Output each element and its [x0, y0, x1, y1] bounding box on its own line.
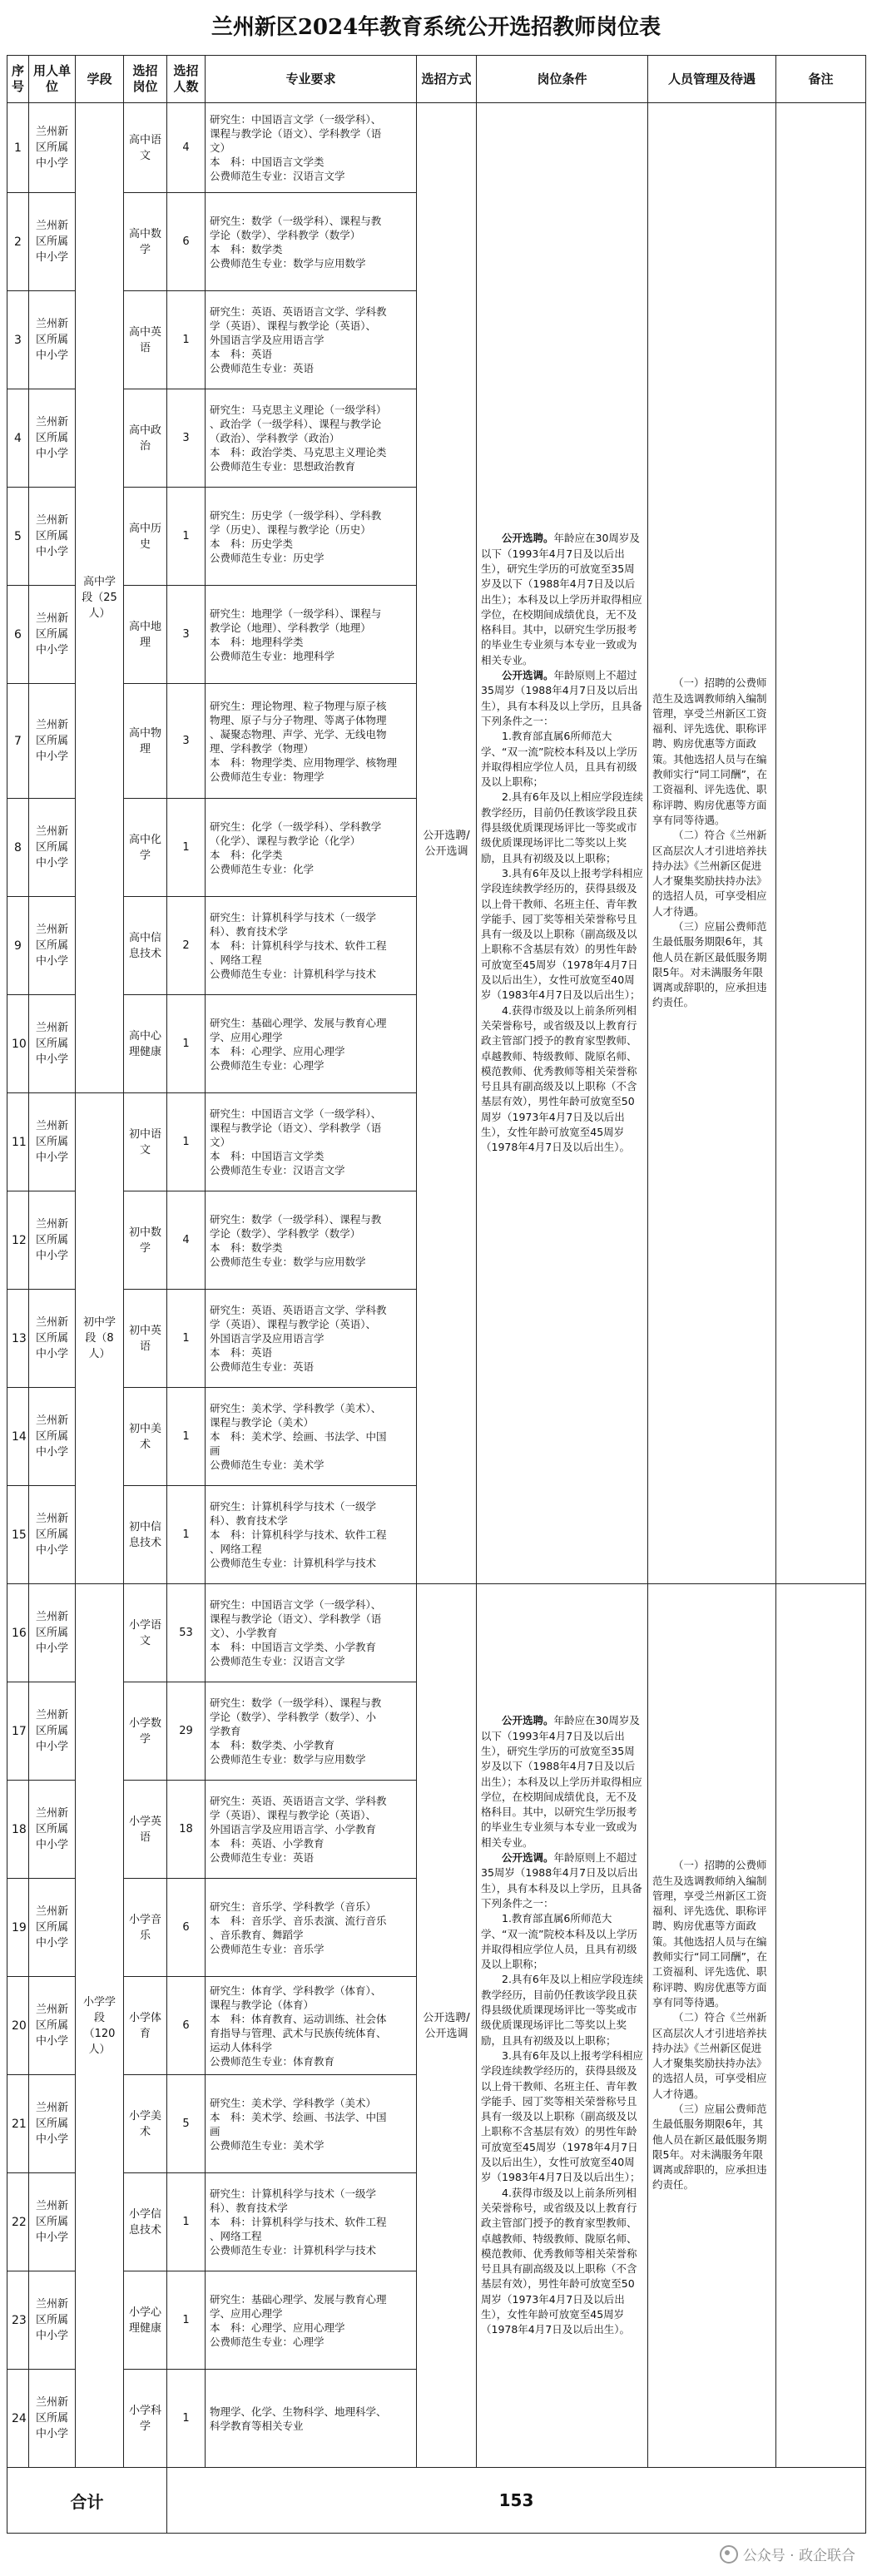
post-name: 高中化学 [124, 799, 167, 897]
major-line: 本 科：音乐学、音乐表演、流行音乐 [210, 1914, 387, 1927]
major-line: 学（英语）、课程与教学论（英语）、 [210, 1318, 377, 1330]
major-line: 学论（数学）、学科教学（数学） [210, 228, 361, 241]
post-count: 1 [167, 291, 206, 389]
major-line: （化学）、课程与教学论（化学） [210, 834, 361, 847]
post-name: 高中地理 [124, 586, 167, 684]
employer-unit: 兰州新区所属中小学 [29, 291, 76, 389]
segment-primary: 小学学段（120人） [76, 1584, 124, 2468]
post-name: 小学美术 [124, 2075, 167, 2173]
major-line: 学、应用心理学 [210, 2306, 283, 2320]
cond-item: 1.教育部直属6所师范大学、“双一流”院校本科及以上学历并取得相应学位人员，且具有初级及以上职称； [481, 730, 637, 789]
row-number: 4 [7, 389, 29, 488]
major-line: 公费师范生专业：数学与应用数学 [210, 1255, 366, 1268]
cond-select-title: 公开选聘。 [502, 532, 554, 545]
employer-unit: 兰州新区所属中小学 [29, 2370, 76, 2468]
major-line: 研究生：美术学、学科教学（美术） [210, 2096, 377, 2109]
cond-para-select [481, 531, 643, 668]
employer-unit: 兰州新区所属中小学 [29, 1584, 76, 1682]
cond-para-transfer [481, 1850, 643, 1911]
major-line: 外国语言学及应用语言学 [210, 334, 325, 346]
major-line: 运动人体科学 [210, 2040, 273, 2053]
employer-unit: 兰州新区所属中小学 [29, 2075, 76, 2173]
major-line: 学、应用心理学 [210, 1030, 283, 1043]
post-name: 高中心理健康 [124, 995, 167, 1093]
post-name: 小学科学 [124, 2370, 167, 2468]
major-line: 课程与教学论（体育） [210, 1998, 315, 2011]
major-line: 公费师范生专业：心理学 [210, 2335, 325, 2348]
employer-unit: 兰州新区所属中小学 [29, 488, 76, 586]
major-line: 研究生：基础心理学、发展与教育心理 [210, 2292, 387, 2306]
cond-transfer-title: 公开选调。 [502, 669, 554, 682]
major-line: 画 [210, 2124, 220, 2138]
post-count: 1 [167, 799, 206, 897]
employer-unit: 兰州新区所属中小学 [29, 2173, 76, 2271]
major-line: 本 科：物理学类、应用物理学、核物理 [210, 755, 398, 769]
major-line: 研究生：历史学（一级学科）、学科教 [210, 508, 382, 522]
post-name: 小学音乐 [124, 1879, 167, 1977]
post-count: 1 [167, 1093, 206, 1191]
major-line: 本 科：数学类、小学教育 [210, 1739, 335, 1751]
major-line: 研究生：体育学、学科教学（体育）、 [210, 1984, 382, 1997]
major-line: 、政治学（一级学科）、课程与教学论 [210, 418, 382, 430]
column-header: 专业要求 [206, 56, 417, 103]
post-count: 4 [167, 1191, 206, 1290]
major-line: 外国语言学及应用语言学 [210, 1332, 325, 1345]
major-line: 公费师范生专业：计算机科学与技术 [210, 968, 377, 980]
major-line: 研究生：中国语言文学（一级学科）、 [210, 1598, 382, 1611]
employer-unit: 兰州新区所属中小学 [29, 1781, 76, 1879]
major-line: 公费师范生专业：历史学 [210, 551, 325, 564]
major-requirements [206, 2075, 417, 2173]
position-conditions [477, 1584, 648, 2468]
major-line: 本 科：英语 [210, 348, 273, 360]
row-number: 11 [7, 1093, 29, 1191]
cond-para-transfer [481, 668, 643, 729]
major-line: 本 科：心理学、应用心理学 [210, 2321, 345, 2334]
major-line: 研究生：英语、英语语言文学、学科教 [210, 305, 387, 318]
row-number: 21 [7, 2075, 29, 2173]
major-line: 、网络工程 [210, 2230, 262, 2242]
major-line: 本 科：中国语言文学类 [210, 156, 325, 168]
row-number: 16 [7, 1584, 29, 1682]
cond-item: 3.具有6年及以上报考学科相应学段连续教学经历的，获得县级及以上骨干教师、名班主任、青年教学能手、园丁奖等相关荣誉称号且具有一级及以上职称（副高级及以上职称不含基层有效）的男性年龄可放宽至45周岁（1978年4月7日及以后出生），女性可放宽至40周岁（1983年4月7日及以后出生）； [481, 866, 643, 1002]
major-line: 公费师范生专业：计算机科学与技术 [210, 1557, 377, 1569]
employer-unit: 兰州新区所属中小学 [29, 1093, 76, 1191]
post-count: 2 [167, 897, 206, 995]
major-line: 研究生：美术学、学科教学（美术）、 [210, 1402, 382, 1414]
major-line: 文）、小学教育 [210, 1627, 278, 1639]
post-count: 1 [167, 1388, 206, 1486]
major-line: 研究生：理论物理、粒子物理与原子核 [210, 699, 387, 712]
major-line: 本 科：政治学类、马克思主义理论类 [210, 446, 387, 458]
employer-unit: 兰州新区所属中小学 [29, 2271, 76, 2370]
major-line: 本 科：美术学、绘画、书法学、中国 [210, 2110, 387, 2123]
major-line: 公费师范生专业：汉语言文学 [210, 170, 345, 182]
major-requirements [206, 103, 417, 193]
major-requirements [206, 1388, 417, 1486]
row-number: 20 [7, 1977, 29, 2075]
major-line: 物理、原子与分子物理、等离子体物理 [210, 713, 387, 726]
major-line: 研究生：数学（一级学科）、课程与教 [210, 1697, 382, 1709]
major-line: 课程与教学论（语文）、学科教学（语 [210, 1612, 382, 1625]
column-header: 备注 [776, 56, 866, 103]
cond-item: 3.具有6年及以上报考学科相应学段连续教学经历的，获得县级及以上骨干教师、名班主任、青年教学能手、园丁奖等相关荣誉称号且具有一级及以上职称（副高级及以上职称不含基层有效）的男性年龄可放宽至45周岁（1978年4月7日及以后出生），女性可放宽至40周岁（1983年4月7日及以后出生）； [481, 2048, 643, 2184]
major-line: 研究生：英语、英语语言文学、学科教 [210, 1795, 387, 1807]
column-header: 序号 [7, 56, 29, 103]
major-line: 研究生：化学（一级学科）、学科教学 [210, 820, 382, 833]
post-name: 小学体育 [124, 1977, 167, 2075]
row-number: 13 [7, 1290, 29, 1388]
management-benefits [648, 1584, 776, 2468]
row-number: 15 [7, 1486, 29, 1584]
major-requirements [206, 2173, 417, 2271]
major-line: 课程与教学论（美术） [210, 1416, 315, 1429]
major-line: 、音乐教育、舞蹈学 [210, 1928, 304, 1941]
cond-item: 1.教育部直属6所师范大学、“双一流”院校本科及以上学历并取得相应学位人员，且具有初级及以上职称； [481, 1912, 637, 1971]
post-count: 1 [167, 1290, 206, 1388]
major-line: 公费师范生专业：物理学 [210, 770, 325, 783]
table-row [7, 103, 866, 193]
cond-transfer-body: 年龄原则上不超过35周岁（1988年4月7日及以后出生），具有本科及以上学历，且具备下列条件之一： [481, 669, 642, 727]
total-label: 合计 [7, 2468, 167, 2534]
row-number: 8 [7, 799, 29, 897]
row-number: 23 [7, 2271, 29, 2370]
row-number: 9 [7, 897, 29, 995]
cond-item: 2.具有6年及以上相应学段连续教学经历，目前仍任教该学段且获得县级优质课现场评比一等奖或市级优质课现场评比二等奖以上奖励，且具有初级及以上职称； [481, 790, 643, 864]
row-number: 6 [7, 586, 29, 684]
major-line: 本 科：数学类 [210, 242, 283, 255]
major-requirements [206, 1290, 417, 1388]
major-line: 公费师范生专业：英语 [210, 1851, 315, 1864]
row-number: 10 [7, 995, 29, 1093]
major-requirements [206, 1879, 417, 1977]
major-requirements [206, 389, 417, 488]
cond-transfer-title: 公开选调。 [502, 1851, 554, 1865]
post-name: 高中英语 [124, 291, 167, 389]
table-row [7, 1584, 866, 1682]
major-line: 课程与教学论（语文）、学科教学（语 [210, 127, 382, 140]
major-line: 、凝聚态物理、声学、光学、无线电物 [210, 727, 387, 741]
cond-select-title: 公开选聘。 [502, 1714, 554, 1727]
employer-unit: 兰州新区所属中小学 [29, 799, 76, 897]
post-count: 18 [167, 1781, 206, 1879]
benefit-item: （二）符合《兰州新区高层次人才引进培养扶持办法》《兰州新区促进人才聚集奖励扶持办法》的选招人员，可享受相应人才待遇。 [652, 2011, 767, 2100]
major-line: 研究生：地理学（一级学科）、课程与 [210, 607, 382, 620]
row-number: 18 [7, 1781, 29, 1879]
post-count: 1 [167, 995, 206, 1093]
major-line: 文） [210, 141, 231, 154]
major-line: 本 科：数学类 [210, 1241, 283, 1254]
major-line: 研究生：马克思主义理论（一级学科） [210, 404, 387, 416]
post-name: 高中历史 [124, 488, 167, 586]
column-header: 选招岗位 [124, 56, 167, 103]
major-requirements [206, 291, 417, 389]
post-name: 高中数学 [124, 193, 167, 291]
row-number: 1 [7, 103, 29, 193]
major-requirements [206, 799, 417, 897]
position-conditions [477, 103, 648, 1584]
major-requirements [206, 684, 417, 799]
employer-unit: 兰州新区所属中小学 [29, 1879, 76, 1977]
cond-item: 2.具有6年及以上相应学段连续教学经历，目前仍任教该学段且获得县级优质课现场评比一等奖或市级优质课现场评比二等奖以上奖励，且具有初级及以上职称； [481, 1973, 643, 2047]
post-count: 1 [167, 488, 206, 586]
management-benefits [648, 103, 776, 1584]
post-name: 初中数学 [124, 1191, 167, 1290]
selection-method: 公开选聘/公开选调 [417, 103, 477, 1584]
employer-unit: 兰州新区所属中小学 [29, 897, 76, 995]
major-line: 育指导与管理、武术与民族传统体育、 [210, 2026, 387, 2039]
post-name: 初中信息技术 [124, 1486, 167, 1584]
major-line: 研究生：计算机科学与技术（一级学 [210, 2187, 377, 2200]
major-line: 本 科：化学类 [210, 848, 283, 861]
post-name: 小学英语 [124, 1781, 167, 1879]
major-line: 科）、教育技术学 [210, 1514, 288, 1527]
major-requirements [206, 193, 417, 291]
major-line: 公费师范生专业：英语 [210, 362, 315, 374]
segment-senior: 高中学段（25人） [76, 103, 124, 1093]
row-number: 24 [7, 2370, 29, 2468]
row-number: 7 [7, 684, 29, 799]
row-number: 5 [7, 488, 29, 586]
major-line: 研究生：基础心理学、发展与教育心理 [210, 1016, 387, 1029]
major-line: 、网络工程 [210, 954, 262, 966]
total-value: 153 [167, 2468, 866, 2534]
major-requirements [206, 1977, 417, 2075]
employer-unit: 兰州新区所属中小学 [29, 995, 76, 1093]
cond-transfer-body: 年龄原则上不超过35周岁（1988年4月7日及以后出生），具有本科及以上学历，且具备下列条件之一： [481, 1851, 642, 1910]
major-line: 公费师范生专业：英语 [210, 1360, 315, 1373]
major-line: 研究生：数学（一级学科）、课程与教 [210, 214, 382, 227]
major-line: 教学论（地理）、学科教学（地理） [210, 621, 371, 634]
selection-method: 公开选聘/公开选调 [417, 1584, 477, 2468]
row-number: 14 [7, 1388, 29, 1486]
benefit-item: （三）应届公费师范生最低服务期限6年，其他人员在新区最低服务期限5年。对未满服务年限调离或辞职的，应承担违约责任。 [652, 919, 767, 1009]
header-row [7, 56, 866, 103]
cond-para-select [481, 1713, 643, 1850]
employer-unit: 兰州新区所属中小学 [29, 1388, 76, 1486]
cond-select-body: 年龄应在30周岁及以下（1993年4月7日及以后出生），研究生学历的可放宽至35周岁及以下（1988年4月7日及以后出生）；本科及以上学历并取得相应学位，在校期间成绩优良，无不及格科目。其中，以研究生学历报考的毕业生专业须与本专业一致或为相关专业。 [481, 532, 642, 666]
major-line: 公费师范生专业：思想政治教育 [210, 460, 356, 473]
post-count: 53 [167, 1584, 206, 1682]
row-number: 3 [7, 291, 29, 389]
major-line: 课程与教学论（语文）、学科教学（语 [210, 1122, 382, 1134]
major-requirements [206, 1191, 417, 1290]
major-line: 研究生：数学（一级学科）、课程与教 [210, 1212, 382, 1226]
post-name: 高中物理 [124, 684, 167, 799]
post-count: 29 [167, 1682, 206, 1781]
major-requirements [206, 488, 417, 586]
major-line: 研究生：音乐学、学科教学（音乐） [210, 1900, 377, 1913]
cond-item: 4.获得市级及以上前条所列相关荣誉称号，或省级及以上教育行政主管部门授予的教育家型教师、卓越教师、特级教师、陇原名师、模范教师、优秀教师等相关荣誉称号且具有副高级及以上职称（不含基层有效），男性年龄可放宽至50周岁（1973年4月7日及以后出生），女性年龄可放宽至45周岁（1978年4月7日及以后出生）。 [481, 1003, 637, 1154]
major-requirements [206, 1584, 417, 1682]
major-requirements [206, 1682, 417, 1781]
major-line: 公费师范生专业：地理科学 [210, 649, 335, 662]
cond-item: 4.获得市级及以上前条所列相关荣誉称号，或省级及以上教育行政主管部门授予的教育家型教师、卓越教师、特级教师、陇原名师、模范教师、优秀教师等相关荣誉称号且具有副高级及以上职称（不含基层有效），男性年龄可放宽至50周岁（1973年4月7日及以后出生），女性年龄可放宽至45周岁（1978年4月7日及以后出生）。 [481, 2186, 637, 2336]
major-requirements [206, 1781, 417, 1879]
segment-junior: 初中学段（8人） [76, 1093, 124, 1584]
benefit-item: （一）招聘的公费师范生及选调教师纳入编制管理，享受兰州新区工资福利、评先选优、职称评聘、购房优惠等方面政策。其他选招人员与在编教师实行“同工同酬”，在工资福利、评先选优、职称评聘、购房优惠等方面享有同等待遇。 [652, 1859, 767, 2009]
employer-unit: 兰州新区所属中小学 [29, 193, 76, 291]
benefit-item: （一）招聘的公费师范生及选调教师纳入编制管理，享受兰州新区工资福利、评先选优、职称评聘、购房优惠等方面政策。其他选招人员与在编教师实行“同工同酬”，在工资福利、评先选优、职称评聘、购房优惠等方面享有同等待遇。 [652, 676, 767, 826]
major-line: 研究生：计算机科学与技术（一级学 [210, 911, 377, 924]
major-line: 文） [210, 1136, 231, 1148]
major-line: 物理学、化学、生物科学、地理科学、 [210, 2405, 387, 2418]
major-line: 研究生：中国语言文学（一级学科）、 [210, 113, 382, 126]
major-line: 研究生：英语、英语语言文学、学科教 [210, 1304, 387, 1316]
major-requirements [206, 1486, 417, 1584]
page-title: 兰州新区2024年教育系统公开选招教师岗位表 [211, 15, 661, 40]
post-name: 高中政治 [124, 389, 167, 488]
post-count: 6 [167, 1977, 206, 2075]
employer-unit: 兰州新区所属中小学 [29, 586, 76, 684]
post-name: 小学数学 [124, 1682, 167, 1781]
benefit-item: （二）符合《兰州新区高层次人才引进培养扶持办法》《兰州新区促进人才聚集奖励扶持办法》的选招人员，可享受相应人才待遇。 [652, 829, 767, 918]
major-requirements [206, 2271, 417, 2370]
employer-unit: 兰州新区所属中小学 [29, 389, 76, 488]
major-line: 科）、教育技术学 [210, 925, 288, 938]
major-line: 科学教育等相关专业 [210, 2419, 304, 2432]
row-number: 19 [7, 1879, 29, 1977]
major-line: 外国语言学及应用语言学、小学教育 [210, 1823, 377, 1835]
major-line: 学（英语）、课程与教学论（英语）、 [210, 320, 377, 332]
post-name: 高中语文 [124, 103, 167, 193]
major-requirements [206, 1093, 417, 1191]
column-header: 岗位条件 [477, 56, 648, 103]
major-line: 公费师范生专业：汉语言文学 [210, 1164, 345, 1177]
post-name: 高中信息技术 [124, 897, 167, 995]
major-line: 公费师范生专业：美术学 [210, 2138, 325, 2152]
major-line: 学论（数学）、学科教学（数学）、小 [210, 1711, 377, 1723]
benefit-item: （三）应届公费师范生最低服务期限6年，其他人员在新区最低服务期限5年。对未满服务年限调离或辞职的，应承担违约责任。 [652, 2102, 767, 2192]
employer-unit: 兰州新区所属中小学 [29, 1290, 76, 1388]
wechat-icon [720, 2545, 738, 2564]
post-name: 初中语文 [124, 1093, 167, 1191]
post-name: 初中美术 [124, 1388, 167, 1486]
watermark-text: 公众号 · 政企联合 [742, 2548, 855, 2564]
watermark [720, 2544, 855, 2564]
column-header: 选招人数 [167, 56, 206, 103]
major-line: 学（英语）、课程与教学论（英语）、 [210, 1809, 377, 1821]
employer-unit: 兰州新区所属中小学 [29, 103, 76, 193]
major-requirements [206, 2370, 417, 2468]
major-line: 画 [210, 1444, 220, 1457]
major-line: 本 科：中国语言文学类 [210, 1150, 325, 1162]
major-line: 学（历史）、课程与教学论（历史） [210, 523, 371, 536]
row-number: 12 [7, 1191, 29, 1290]
employer-unit: 兰州新区所属中小学 [29, 1191, 76, 1290]
major-line: （政治）、学科教学（政治） [210, 432, 340, 444]
major-line: 研究生：中国语言文学（一级学科）、 [210, 1107, 382, 1120]
major-line: 公费师范生专业：数学与应用数学 [210, 1753, 366, 1766]
post-count: 1 [167, 2173, 206, 2271]
major-line: 公费师范生专业：心理学 [210, 1058, 325, 1072]
row-number: 22 [7, 2173, 29, 2271]
column-header: 人员管理及待遇 [648, 56, 776, 103]
major-requirements [206, 586, 417, 684]
major-line: 学论（数学）、学科教学（数学） [210, 1226, 361, 1240]
post-count: 1 [167, 2271, 206, 2370]
major-line: 公费师范生专业：化学 [210, 862, 315, 875]
post-count: 4 [167, 103, 206, 193]
major-line: 本 科：地理科学类 [210, 635, 304, 648]
post-name: 小学语文 [124, 1584, 167, 1682]
post-count: 1 [167, 1486, 206, 1584]
major-line: 学教育 [210, 1725, 241, 1737]
column-header: 选招方式 [417, 56, 477, 103]
table-body [7, 103, 866, 2534]
major-line: 本 科：体育教育、运动训练、社会体 [210, 2012, 387, 2025]
major-line: 、网络工程 [210, 1543, 262, 1555]
post-name: 初中英语 [124, 1290, 167, 1388]
major-line: 公费师范生专业：音乐学 [210, 1942, 325, 1955]
total-row [7, 2468, 866, 2534]
major-line: 公费师范生专业：汉语言文学 [210, 1655, 345, 1667]
major-line: 本 科：计算机科学与技术、软件工程 [210, 939, 387, 952]
major-line: 本 科：英语、小学教育 [210, 1837, 325, 1850]
remark-cell [776, 1584, 866, 2468]
major-line: 本 科：中国语言文学类、小学教育 [210, 1641, 377, 1653]
employer-unit: 兰州新区所属中小学 [29, 684, 76, 799]
post-count: 3 [167, 389, 206, 488]
remark-cell [776, 103, 866, 1584]
post-name: 小学信息技术 [124, 2173, 167, 2271]
major-requirements [206, 897, 417, 995]
major-line: 本 科：英语 [210, 1346, 273, 1359]
employer-unit: 兰州新区所属中小学 [29, 1486, 76, 1584]
major-line: 科）、教育技术学 [210, 2202, 288, 2214]
post-count: 6 [167, 193, 206, 291]
cond-select-body: 年龄应在30周岁及以下（1993年4月7日及以后出生），研究生学历的可放宽至35周岁及以下（1988年4月7日及以后出生）；本科及以上学历并取得相应学位，在校期间成绩优良，无不及格科目。其中，以研究生学历报考的毕业生专业须与本专业一致或为相关专业。 [481, 1714, 642, 1849]
row-number: 2 [7, 193, 29, 291]
major-line: 本 科：计算机科学与技术、软件工程 [210, 2216, 387, 2228]
major-line: 理、学科教学（物理） [210, 741, 315, 755]
employer-unit: 兰州新区所属中小学 [29, 1682, 76, 1781]
post-name: 小学心理健康 [124, 2271, 167, 2370]
major-line: 公费师范生专业：美术学 [210, 1459, 325, 1471]
row-number: 17 [7, 1682, 29, 1781]
major-line: 公费师范生专业：计算机科学与技术 [210, 2244, 377, 2256]
major-line: 本 科：计算机科学与技术、软件工程 [210, 1528, 387, 1541]
post-count: 3 [167, 586, 206, 684]
column-header: 学段 [76, 56, 124, 103]
post-count: 3 [167, 684, 206, 799]
major-line: 本 科：美术学、绘画、书法学、中国 [210, 1430, 387, 1443]
major-line: 本 科：历史学类 [210, 537, 294, 550]
positions-table [7, 55, 866, 2534]
major-line: 公费师范生专业：体育教育 [210, 2054, 335, 2068]
major-requirements [206, 995, 417, 1093]
post-count: 1 [167, 2370, 206, 2468]
major-line: 研究生：计算机科学与技术（一级学 [210, 1500, 377, 1513]
post-count: 6 [167, 1879, 206, 1977]
column-header: 用人单位 [29, 56, 76, 103]
major-line: 本 科：心理学、应用心理学 [210, 1044, 345, 1058]
post-count: 5 [167, 2075, 206, 2173]
employer-unit: 兰州新区所属中小学 [29, 1977, 76, 2075]
major-line: 公费师范生专业：数学与应用数学 [210, 256, 366, 270]
